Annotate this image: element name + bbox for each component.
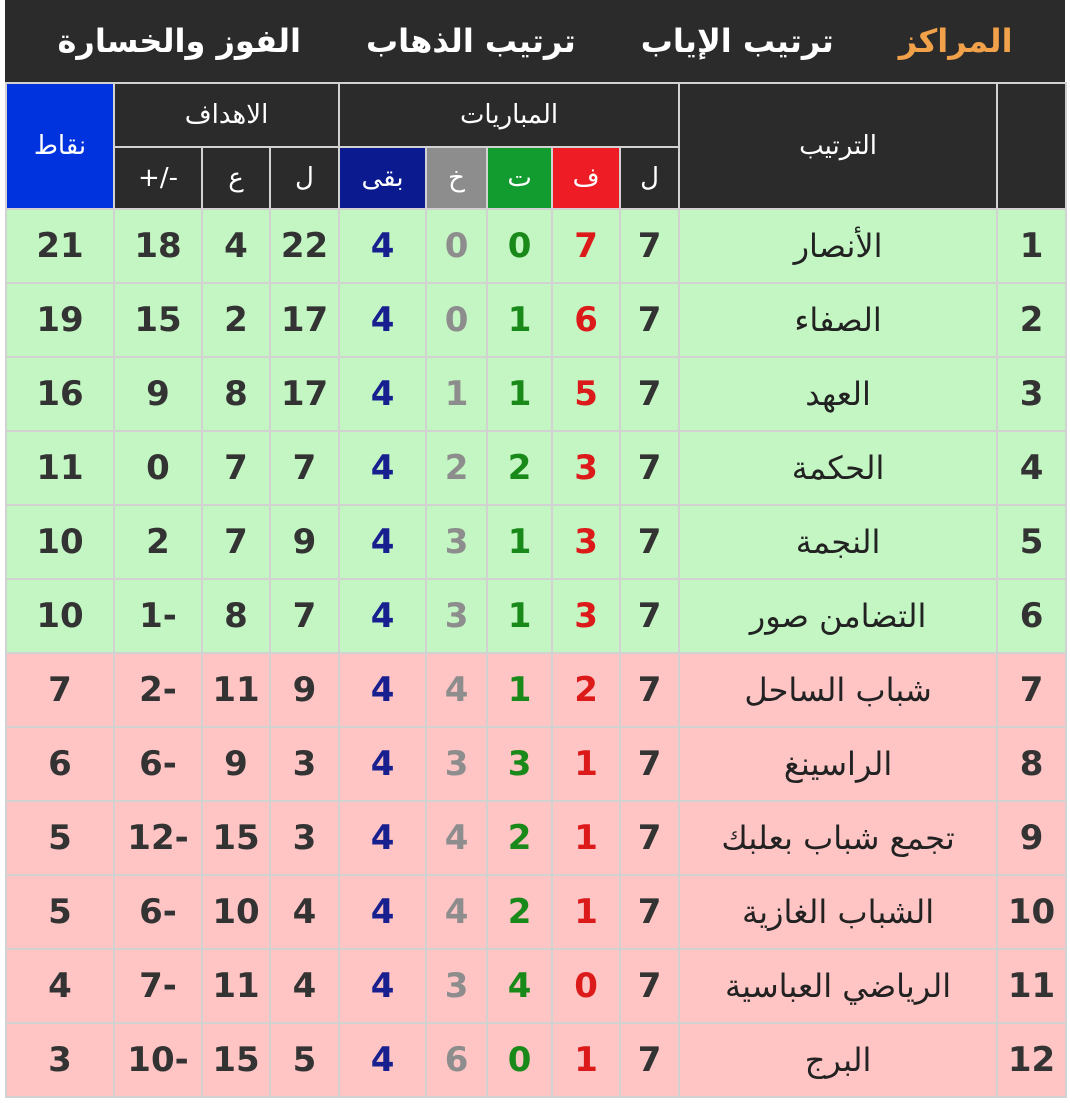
draw-column-header: ت	[487, 147, 552, 209]
goals-against-cell: 9	[202, 727, 270, 801]
remaining-cell: 4	[339, 505, 426, 579]
points-cell: 19	[6, 283, 114, 357]
played-cell: 7	[620, 1023, 679, 1097]
table-row[interactable]	[6, 283, 1066, 357]
goals-group-header: الاهداف	[114, 83, 339, 147]
points-cell: 7	[6, 653, 114, 727]
table-row[interactable]	[6, 875, 1066, 949]
goals-for-cell: 17	[270, 357, 339, 431]
table-row[interactable]	[6, 579, 1066, 653]
rank-cell: 1	[997, 209, 1066, 283]
goal-diff-cell: 6-	[114, 875, 202, 949]
rank-cell: 6	[997, 579, 1066, 653]
played-cell: 7	[620, 727, 679, 801]
draw-cell: 0	[487, 1023, 552, 1097]
points-cell: 3	[6, 1023, 114, 1097]
rank-cell: 9	[997, 801, 1066, 875]
goal-diff-cell: 1-	[114, 579, 202, 653]
lost-cell: 3	[426, 579, 487, 653]
goals-against-cell: 8	[202, 579, 270, 653]
remaining-cell: 4	[339, 579, 426, 653]
points-cell: 10	[6, 505, 114, 579]
goals-for-cell: 4	[270, 875, 339, 949]
goals-against-cell: 7	[202, 505, 270, 579]
team-name-cell[interactable]: التضامن صور	[679, 579, 997, 653]
tab-standings[interactable]: المراكز	[898, 22, 1013, 60]
draw-cell: 4	[487, 949, 552, 1023]
table-body	[6, 209, 1066, 1097]
lost-cell: 0	[426, 283, 487, 357]
played-cell: 7	[620, 505, 679, 579]
played-cell: 7	[620, 801, 679, 875]
points-column-header: نقاط	[6, 83, 114, 209]
team-name-cell[interactable]: الشباب الغازية	[679, 875, 997, 949]
rank-cell: 8	[997, 727, 1066, 801]
played-cell: 7	[620, 949, 679, 1023]
remaining-cell: 4	[339, 283, 426, 357]
draw-cell: 1	[487, 357, 552, 431]
table-row[interactable]	[6, 801, 1066, 875]
goal-diff-cell: 10-	[114, 1023, 202, 1097]
won-cell: 1	[552, 875, 620, 949]
won-column-header: ف	[552, 147, 620, 209]
goals-for-cell: 17	[270, 283, 339, 357]
played-cell: 7	[620, 875, 679, 949]
tab-first-leg[interactable]: ترتيب الذهاب	[365, 22, 576, 60]
team-name-cell[interactable]: الأنصار	[679, 209, 997, 283]
table-row[interactable]	[6, 431, 1066, 505]
draw-cell: 2	[487, 801, 552, 875]
table-row[interactable]	[6, 727, 1066, 801]
won-cell: 6	[552, 283, 620, 357]
rank-cell: 4	[997, 431, 1066, 505]
remaining-cell: 4	[339, 1023, 426, 1097]
standings-table	[5, 82, 1067, 1098]
won-cell: 1	[552, 727, 620, 801]
goals-against-cell: 4	[202, 209, 270, 283]
won-cell: 2	[552, 653, 620, 727]
goals-against-cell: 15	[202, 801, 270, 875]
rank-cell: 5	[997, 505, 1066, 579]
remaining-cell: 4	[339, 431, 426, 505]
played-cell: 7	[620, 283, 679, 357]
goals-against-cell: 10	[202, 875, 270, 949]
goal-diff-cell: 15	[114, 283, 202, 357]
goals-against-cell: 8	[202, 357, 270, 431]
goals-against-cell: 11	[202, 653, 270, 727]
goal-diff-cell: 12-	[114, 801, 202, 875]
draw-cell: 1	[487, 283, 552, 357]
played-cell: 7	[620, 357, 679, 431]
rank-cell: 3	[997, 357, 1066, 431]
goals-for-column-header: ل	[270, 147, 339, 209]
goals-for-cell: 7	[270, 579, 339, 653]
rank-cell: 10	[997, 875, 1066, 949]
team-name-cell[interactable]: تجمع شباب بعلبك	[679, 801, 997, 875]
points-cell: 11	[6, 431, 114, 505]
points-cell: 6	[6, 727, 114, 801]
draw-cell: 3	[487, 727, 552, 801]
tab-bar	[5, 0, 1065, 82]
goal-diff-cell: 7-	[114, 949, 202, 1023]
team-name-cell[interactable]: الحكمة	[679, 431, 997, 505]
rank-cell: 2	[997, 283, 1066, 357]
points-cell: 5	[6, 875, 114, 949]
table-row[interactable]	[6, 357, 1066, 431]
draw-cell: 1	[487, 505, 552, 579]
goals-against-column-header: ع	[202, 147, 270, 209]
goal-diff-cell: 2	[114, 505, 202, 579]
points-cell: 16	[6, 357, 114, 431]
goal-diff-cell: 2-	[114, 653, 202, 727]
remaining-cell: 4	[339, 727, 426, 801]
won-cell: 1	[552, 1023, 620, 1097]
goals-for-cell: 9	[270, 505, 339, 579]
draw-cell: 2	[487, 875, 552, 949]
goals-against-cell: 7	[202, 431, 270, 505]
points-cell: 10	[6, 579, 114, 653]
lost-cell: 4	[426, 875, 487, 949]
table-row[interactable]	[6, 505, 1066, 579]
won-cell: 0	[552, 949, 620, 1023]
draw-cell: 1	[487, 579, 552, 653]
lost-cell: 6	[426, 1023, 487, 1097]
goal-diff-cell: 6-	[114, 727, 202, 801]
points-cell: 5	[6, 801, 114, 875]
team-name-cell[interactable]: الرياضي العباسية	[679, 949, 997, 1023]
won-cell: 5	[552, 357, 620, 431]
matches-group-header: المباريات	[339, 83, 679, 147]
standing-column-header: الترتيب	[679, 83, 997, 209]
goal-diff-column-header: +/-	[114, 147, 202, 209]
goals-for-cell: 22	[270, 209, 339, 283]
remaining-cell: 4	[339, 949, 426, 1023]
goals-for-cell: 4	[270, 949, 339, 1023]
remaining-cell: 4	[339, 875, 426, 949]
table-row[interactable]	[6, 653, 1066, 727]
team-name-cell[interactable]: الراسينغ	[679, 727, 997, 801]
remaining-cell: 4	[339, 653, 426, 727]
lost-cell: 4	[426, 801, 487, 875]
won-cell: 1	[552, 801, 620, 875]
goals-against-cell: 11	[202, 949, 270, 1023]
rank-cell: 11	[997, 949, 1066, 1023]
table-row[interactable]	[6, 1023, 1066, 1097]
points-cell: 21	[6, 209, 114, 283]
goals-against-cell: 15	[202, 1023, 270, 1097]
played-column-header: ل	[620, 147, 679, 209]
rank-cell: 12	[997, 1023, 1066, 1097]
won-cell: 3	[552, 505, 620, 579]
remaining-cell: 4	[339, 357, 426, 431]
lost-column-header: خ	[426, 147, 487, 209]
goal-diff-cell: 0	[114, 431, 202, 505]
goals-for-cell: 3	[270, 727, 339, 801]
draw-cell: 2	[487, 431, 552, 505]
team-name-cell[interactable]: شباب الساحل	[679, 653, 997, 727]
remaining-cell: 4	[339, 209, 426, 283]
goals-for-cell: 9	[270, 653, 339, 727]
team-name-cell[interactable]: الصفاء	[679, 283, 997, 357]
goal-diff-cell: 9	[114, 357, 202, 431]
remaining-column-header: بقى	[339, 147, 426, 209]
rank-cell: 7	[997, 653, 1066, 727]
lost-cell: 4	[426, 653, 487, 727]
played-cell: 7	[620, 579, 679, 653]
team-name-cell[interactable]: العهد	[679, 357, 997, 431]
lost-cell: 0	[426, 209, 487, 283]
tab-win-loss[interactable]: الفوز والخسارة	[57, 22, 301, 60]
goal-diff-cell: 18	[114, 209, 202, 283]
lost-cell: 1	[426, 357, 487, 431]
lost-cell: 3	[426, 727, 487, 801]
goals-for-cell: 7	[270, 431, 339, 505]
lost-cell: 3	[426, 505, 487, 579]
draw-cell: 0	[487, 209, 552, 283]
goals-against-cell: 2	[202, 283, 270, 357]
team-name-cell[interactable]: البرج	[679, 1023, 997, 1097]
remaining-cell: 4	[339, 801, 426, 875]
lost-cell: 3	[426, 949, 487, 1023]
draw-cell: 1	[487, 653, 552, 727]
tab-second-leg[interactable]: ترتيب الإياب	[640, 22, 834, 60]
played-cell: 7	[620, 653, 679, 727]
goals-for-cell: 5	[270, 1023, 339, 1097]
won-cell: 3	[552, 431, 620, 505]
table-row[interactable]	[6, 949, 1066, 1023]
table-row[interactable]	[6, 209, 1066, 283]
played-cell: 7	[620, 431, 679, 505]
lost-cell: 2	[426, 431, 487, 505]
played-cell: 7	[620, 209, 679, 283]
goals-for-cell: 3	[270, 801, 339, 875]
rank-column-header	[997, 83, 1066, 209]
team-name-cell[interactable]: النجمة	[679, 505, 997, 579]
won-cell: 3	[552, 579, 620, 653]
won-cell: 7	[552, 209, 620, 283]
table-header	[6, 83, 1066, 209]
points-cell: 4	[6, 949, 114, 1023]
